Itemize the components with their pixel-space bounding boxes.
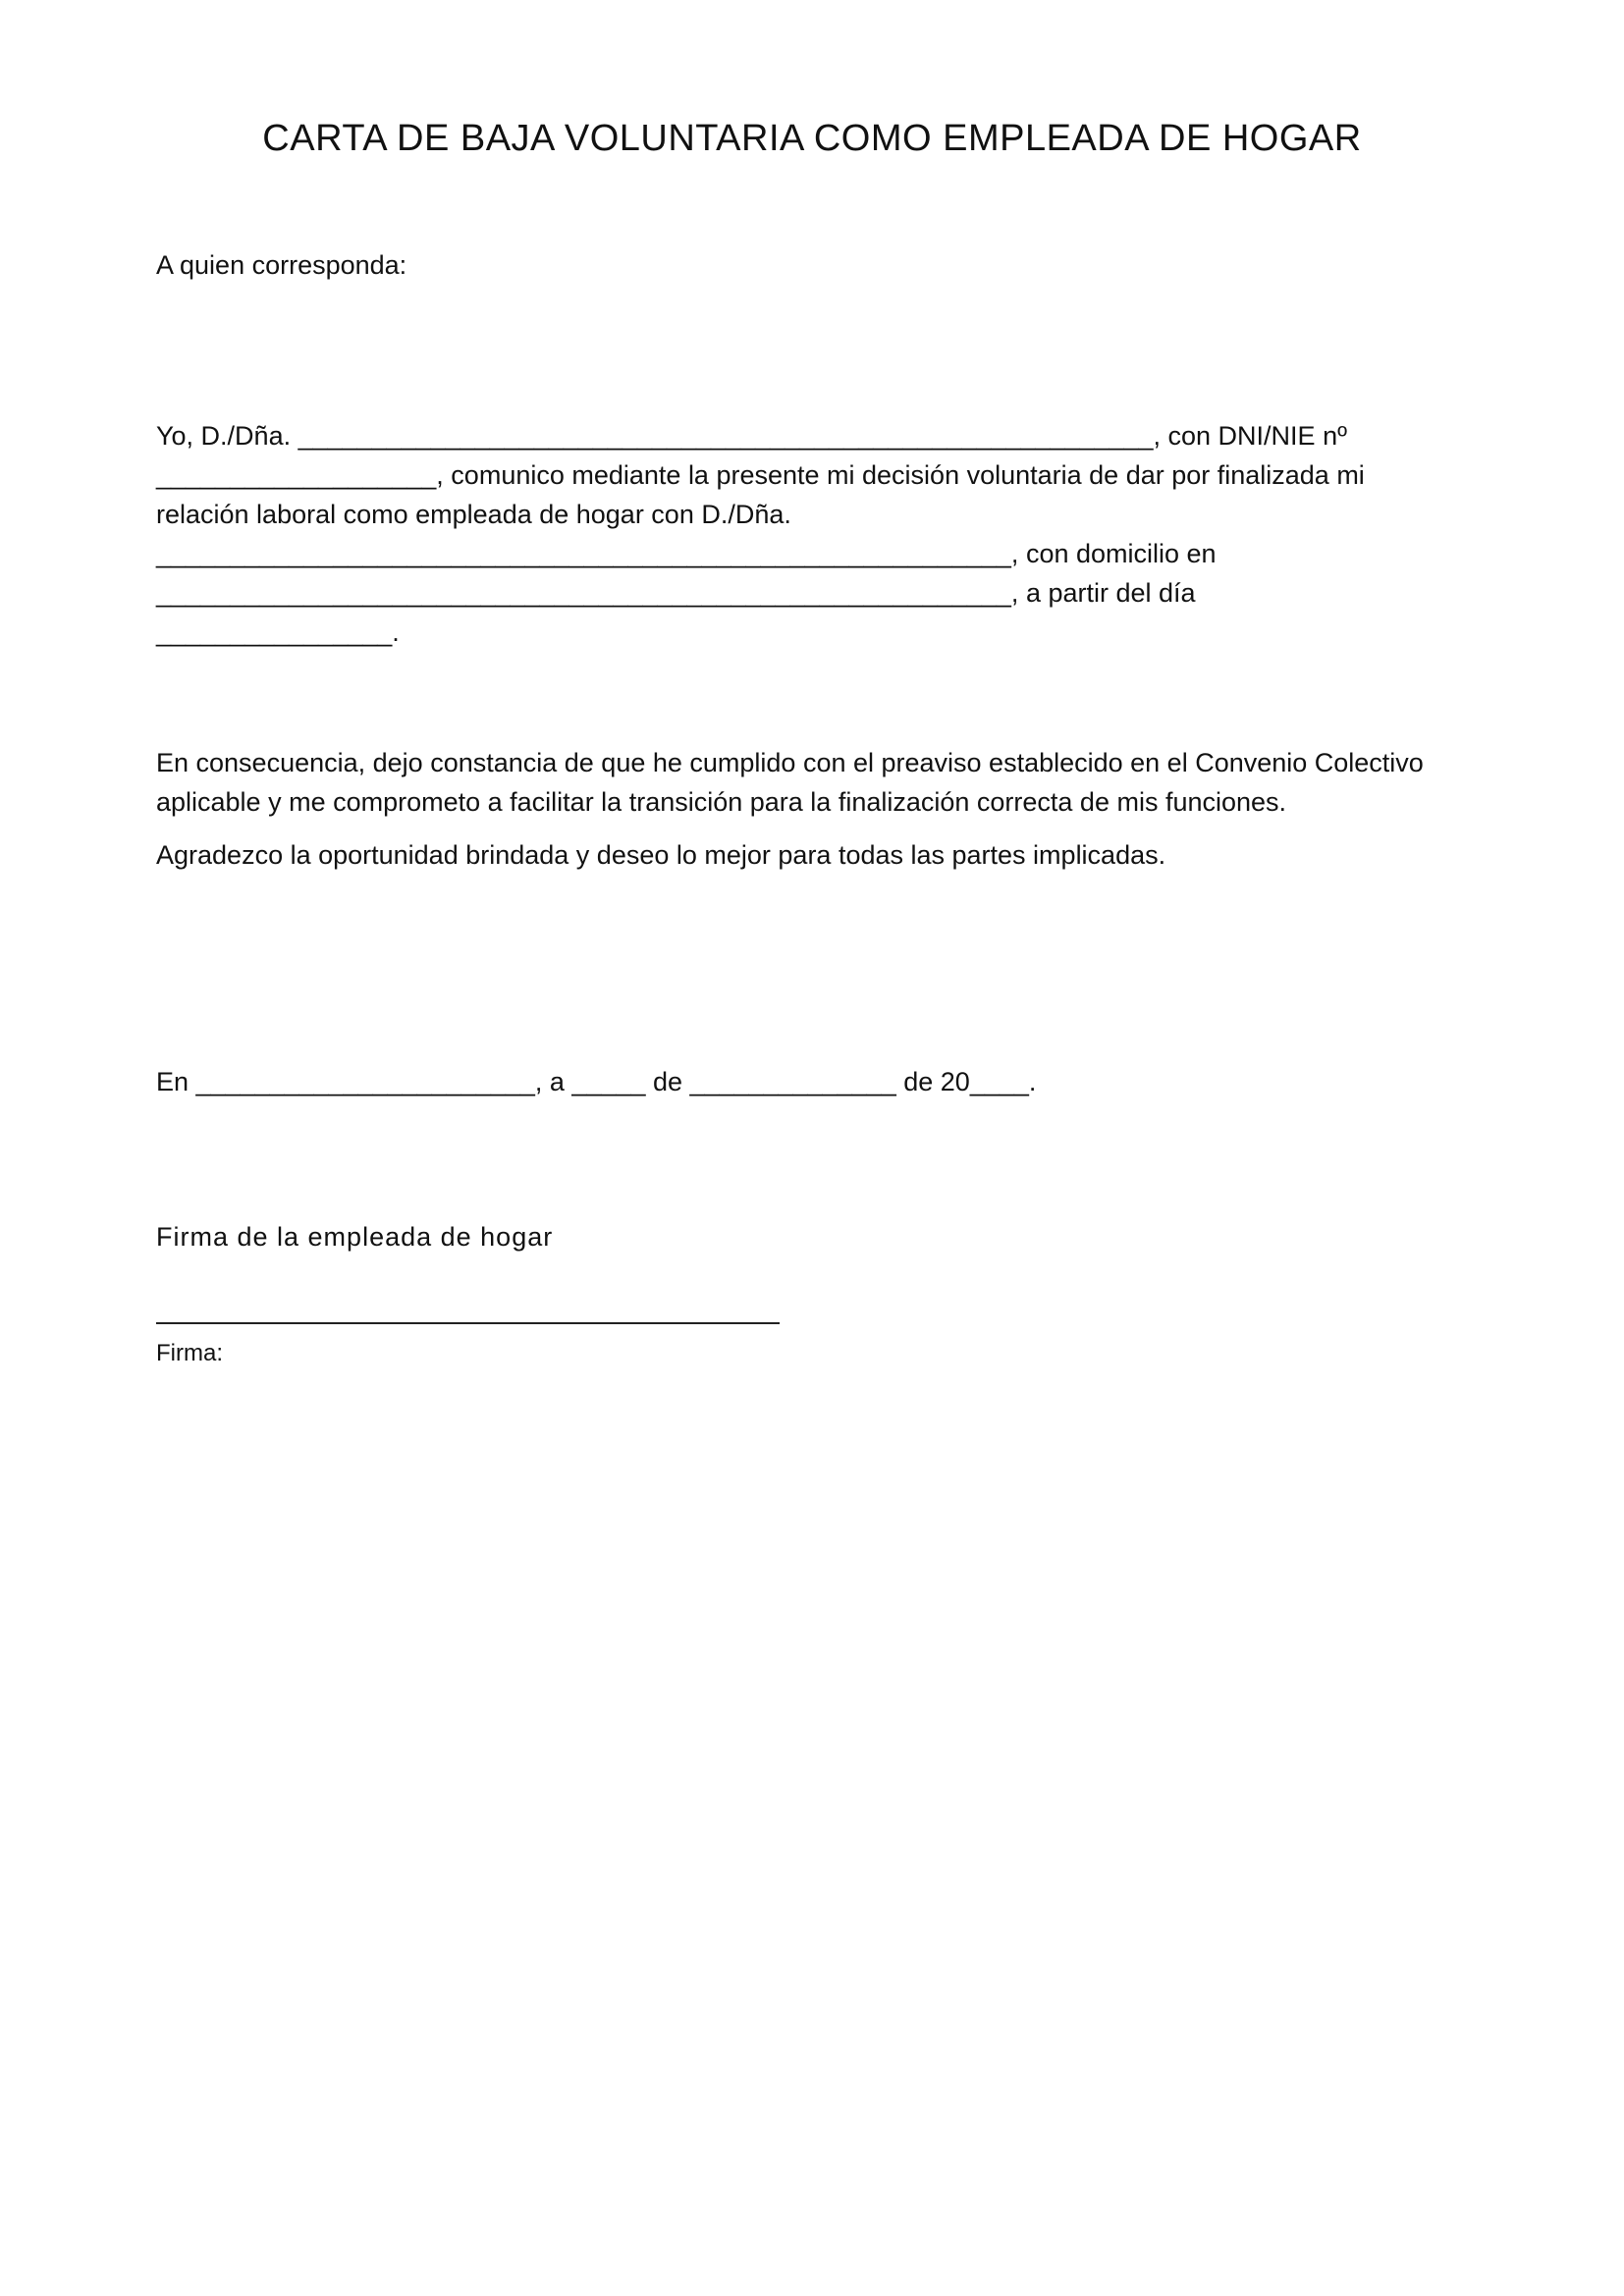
document-title: CARTA DE BAJA VOLUNTARIA COMO EMPLEADA DE HOGAR	[262, 118, 1362, 159]
paragraph-line: ________________.	[156, 617, 400, 647]
signature-line	[156, 1322, 780, 1324]
paragraph-line: En consecuencia, dejo constancia de que he cumplido con el preaviso establecido en el Convenio Colectivo	[156, 748, 1424, 777]
place-date-line: En _______________________, a _____ de ______________ de 20____.	[156, 1067, 1037, 1096]
greeting: A quien corresponda:	[156, 250, 407, 280]
paragraph-line: aplicable y me comprometo a facilitar la transición para la finalización correcta de mis funciones.	[156, 787, 1287, 817]
paragraph-thanks: Agradezco la oportunidad brindada y deseo lo mejor para todas las partes implicadas.	[156, 840, 1166, 870]
paragraph-line: __________________________________________________________, a partir del día	[156, 578, 1196, 608]
paragraph-line: relación laboral como empleada de hogar con D./Dña.	[156, 500, 791, 529]
signature-caption: Firma:	[156, 1340, 223, 1366]
paragraph-line: __________________________________________________________, con domicilio en	[156, 539, 1217, 568]
signature-label: Firma de la empleada de hogar	[156, 1222, 554, 1252]
paragraph-line: Yo, D./Dña. __________________________________________________________, con DNI/NIE nº	[156, 421, 1347, 451]
paragraph-line: ___________________, comunico mediante la presente mi decisión voluntaria de dar por finalizada mi	[156, 460, 1365, 490]
